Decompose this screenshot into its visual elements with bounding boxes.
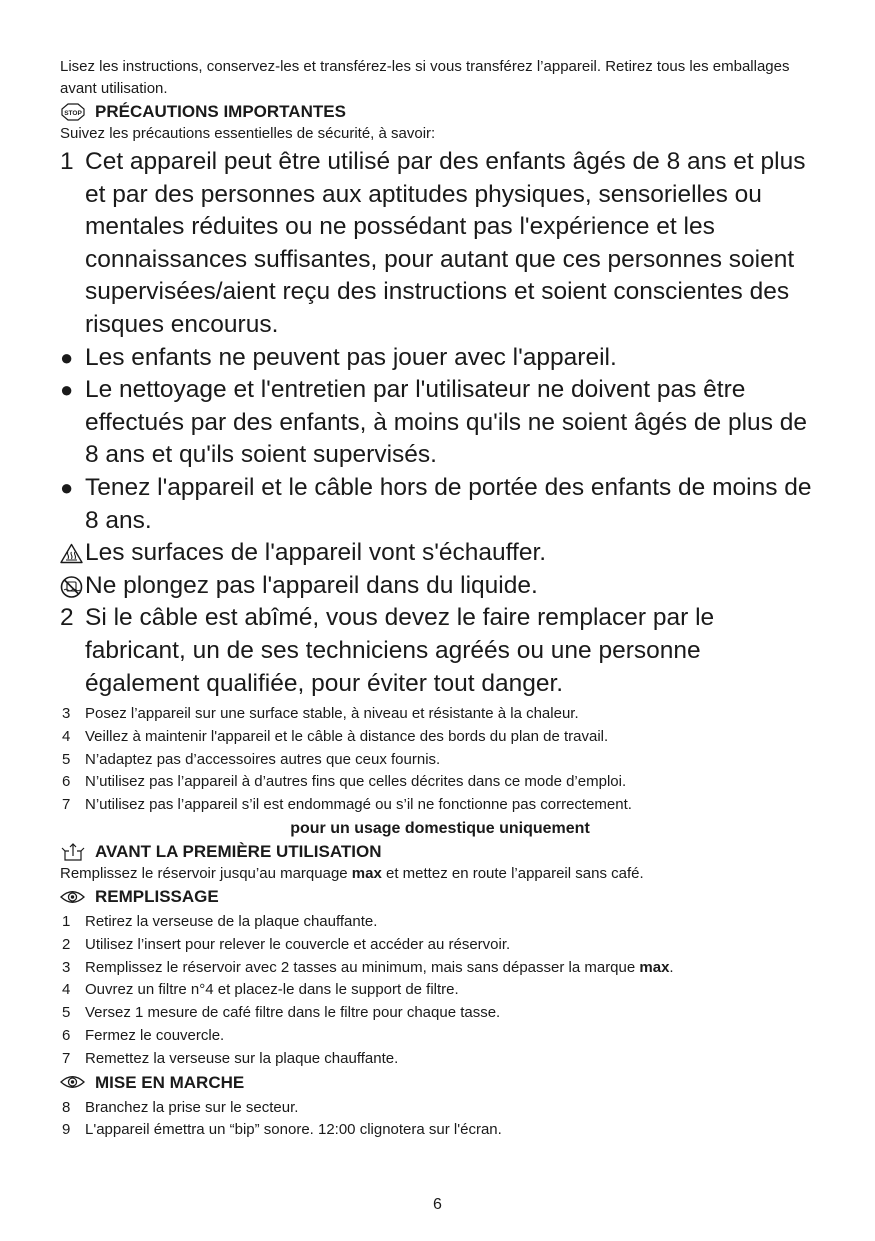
list-item [60, 374, 820, 472]
list-item [60, 146, 820, 342]
safety-list-large [60, 146, 820, 700]
item-text-container [85, 957, 820, 980]
item-number: 6 [62, 1027, 71, 1045]
list-item [60, 934, 820, 957]
item-number: 6 [62, 773, 71, 791]
item-number: 3 [62, 705, 71, 723]
bullet-icon: ● [60, 377, 74, 403]
item-text: Posez l’appareil sur une surface stable, à niveau et résistante à la chaleur. [85, 705, 579, 723]
item-number: 5 [62, 750, 71, 768]
precautions-subtitle: Suivez les précautions essentielles de sécurité, à savoir: [60, 125, 436, 142]
domestic-use-note: pour un usage domestique uniquement [290, 820, 590, 838]
bullet-icon: ● [60, 344, 74, 370]
item-number: 5 [62, 1004, 71, 1022]
item-text: Tenez l'appareil et le câble hors de portée des enfants de moins de 8 ans. [85, 473, 812, 534]
item-text: Branchez la prise sur le secteur. [85, 1098, 299, 1116]
item-number: 9 [62, 1121, 71, 1139]
max-keyword: max [351, 865, 382, 883]
list-item [60, 1097, 820, 1120]
item-number: 3 [62, 958, 71, 976]
item-text: Remettez la verseuse sur la plaque chauffante. [85, 1049, 399, 1067]
item-text: Fermez le couvercle. [85, 1027, 225, 1045]
precautions-heading [60, 100, 820, 123]
list-item [60, 771, 820, 794]
item-number: 1 [62, 913, 71, 931]
item-text: Retirez la verseuse de la plaque chauffante. [85, 913, 378, 931]
filling-steps [60, 911, 820, 1071]
item-text: N’utilisez pas l’appareil s’il est endommagé ou s’il ne fonctionne pas correctement. [85, 796, 632, 814]
item-text: N’utilisez pas l’appareil à d’autres fins que celles décrites dans ce mode d’emploi. [85, 773, 627, 791]
item-number: 4 [62, 727, 71, 745]
item-text: N’adaptez pas d’accessoires autres que ceux fournis. [85, 750, 441, 768]
list-item [60, 979, 820, 1002]
list-item [60, 1119, 820, 1142]
item-number: 4 [62, 981, 71, 999]
list-item [60, 794, 820, 817]
list-item [60, 537, 820, 570]
item-text: Veillez à maintenir l'appareil et le câble à distance des bords du plan de travail. [85, 727, 609, 745]
svg-text:STOP: STOP [63, 109, 82, 117]
list-item [60, 472, 820, 537]
list-item [60, 703, 820, 726]
eye-icon [60, 887, 85, 907]
intro-paragraph: Lisez les instructions, conservez-les et transférez-les si vous transférez l’appareil. Retirez tous les emballages avant utilisation. [60, 58, 790, 97]
list-item [60, 602, 820, 700]
safety-list-small [60, 703, 820, 817]
item-text: Le nettoyage et l'entretien par l'utilisateur ne doivent pas être effectués par des enfants, à moins qu'ils ne soient âgés de plus de 8 ans et qu'ils soient supervisés. [85, 376, 807, 469]
start-title: MISE EN MARCHE [95, 1072, 245, 1092]
item-text: Versez 1 mesure de café filtre dans le filtre pour chaque tasse. [85, 1004, 501, 1022]
page-number: 6 [433, 1196, 442, 1213]
item-number: 8 [62, 1098, 71, 1116]
filling-title: REMPLISSAGE [95, 887, 219, 907]
item-text: Si le câble est abîmé, vous devez le faire remplacer par le fabricant, un de ses techniciens agréés ou une personne également qualifiée, pour éviter tout danger. [85, 604, 715, 697]
first-use-title: AVANT LA PREMIÈRE UTILISATION [95, 842, 382, 862]
list-item [60, 1002, 820, 1025]
item-text: Ouvrez un filtre n°4 et placez-le dans le support de filtre. [85, 981, 459, 999]
item-text: Les surfaces de l'appareil vont s'échauffer. [85, 539, 547, 567]
item-text: Remplissez le réservoir avec 2 tasses au minimum, mais sans dépasser la marque [85, 958, 640, 976]
item-text: Les enfants ne peuvent pas jouer avec l'appareil. [85, 343, 617, 371]
list-item [60, 911, 820, 934]
item-text: L'appareil émettra un “bip” sonore. 12:00 clignotera sur l'écran. [85, 1121, 502, 1139]
stop-icon [60, 102, 85, 122]
first-use-text [60, 863, 820, 885]
item-text: Utilisez l’insert pour relever le couvercle et accéder au réservoir. [85, 935, 511, 953]
item-number: 1 [60, 148, 74, 175]
document-page [60, 56, 820, 1142]
item-text: Ne plongez pas l'appareil dans du liquide. [85, 571, 538, 599]
first-use-text-before: Remplissez le réservoir jusqu’au marquage [60, 865, 352, 883]
eye-icon [60, 1072, 85, 1092]
list-item [60, 1025, 820, 1048]
first-use-text-after: et mettez en route l’appareil sans café. [381, 865, 644, 883]
precautions-title: PRÉCAUTIONS IMPORTANTES [95, 102, 346, 121]
list-item [60, 342, 820, 375]
list-item [60, 1048, 820, 1071]
list-item [60, 726, 820, 749]
max-keyword: max [639, 958, 670, 976]
unpack-box-icon [60, 842, 85, 862]
first-use-heading [60, 840, 820, 863]
item-number: 7 [62, 796, 71, 814]
list-item [60, 749, 820, 772]
item-text: Cet appareil peut être utilisé par des enfants âgés de 8 ans et plus et par des personnes aux aptitudes physiques, sensorielles ou mentales réduites ou ne possédant pas l'expérience et les connaissances suffisantes, pour autant que ces personnes soient supervisées/aient reçu des instructions et soient conscientes des risques encourus. [85, 148, 806, 338]
no-immersion-icon [60, 570, 85, 603]
filling-heading [60, 885, 820, 908]
list-item [60, 570, 820, 603]
item-number: 7 [62, 1049, 71, 1067]
start-heading [60, 1071, 820, 1094]
bullet-icon: ● [60, 474, 74, 500]
item-text-tail: . [669, 958, 674, 976]
item-number: 2 [60, 604, 74, 632]
start-steps [60, 1097, 820, 1143]
item-number: 2 [62, 935, 71, 953]
hot-surface-warning-icon [60, 537, 85, 570]
list-item [60, 957, 820, 980]
